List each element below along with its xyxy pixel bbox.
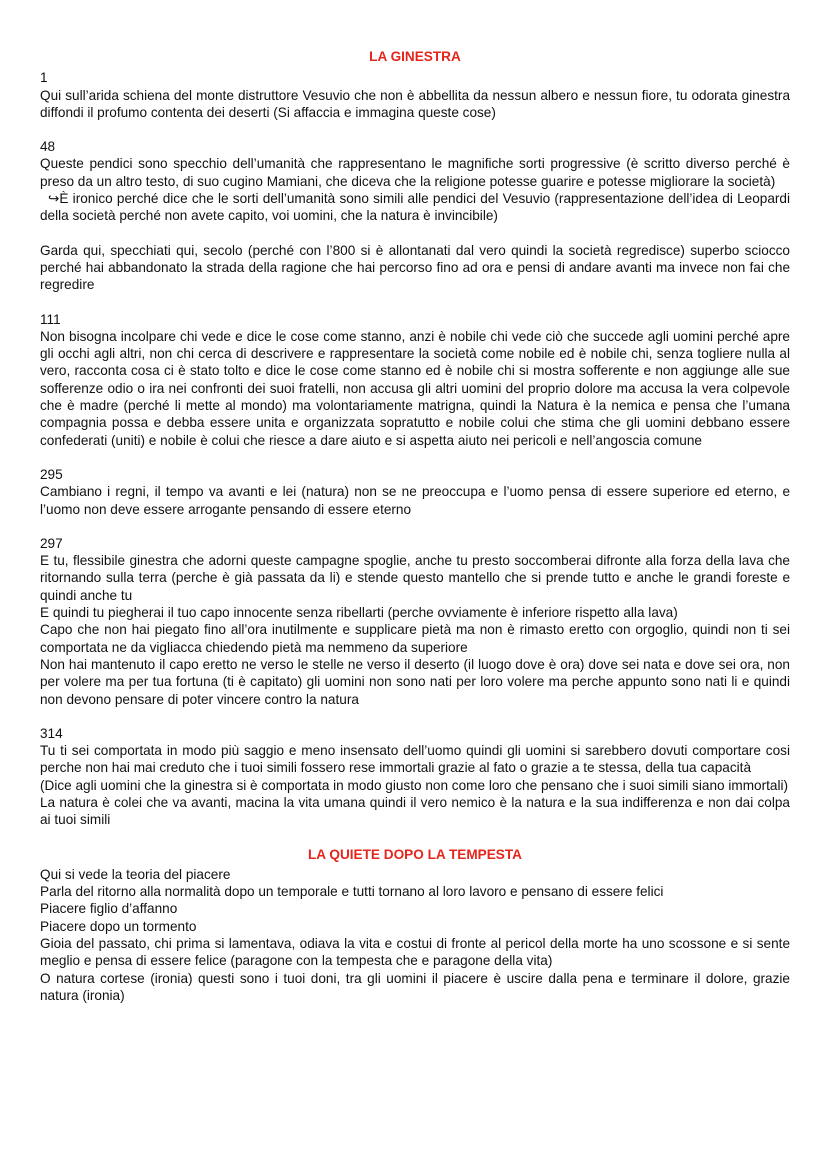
section-314 <box>40 725 790 829</box>
paragraph: Queste pendici sono specchio dell’umanità che rappresentano le magnifiche sorti progressive (è scritto diverso perché è preso da un altro testo, di suo cugino Mamiani, che diceva che la religione potesse guarire e potesse migliorare la società) <box>40 156 790 189</box>
section-111 <box>40 311 790 449</box>
section-number: 314 <box>40 725 63 741</box>
document-page <box>40 48 790 1021</box>
paragraph: Capo che non hai piegato fino all’ora inutilmente e supplicare pietà ma non è rimasto eretto con orgoglio, quindi non ti sei comportata ne da vigliacca chiedendo pietà ma nemmeno da superiore <box>40 622 790 655</box>
paragraph: E quindi tu piegherai il tuo capo innocente senza ribellarti (perche ovviamente è inferiore rispetto alla lava) <box>40 605 678 621</box>
paragraph: Garda qui, specchiati qui, secolo (perché con l’800 si è allontanati dal vero quindi la società regredisce) superbo sciocco perché hai abbandonato la strada della ragione che hai percorso fino ad ora e pensi di andare avanti ma invece non fai che regredire <box>40 242 790 293</box>
curved-arrow-icon: ↪ <box>48 191 60 207</box>
arrow-paragraph-text: È ironico perché dice che le sorti dell’umanità sono simili alle pendici del Vesuvio (rappresentazione dell’idea di Leopardi della società perché non avete capito, voi uomini, che la natura è invincibile) <box>40 191 790 224</box>
paragraph: Piacere dopo un tormento <box>40 918 197 934</box>
paragraph: Non bisogna incolpare chi vede e dice le cose come stanno, anzi è nobile chi vede ciò che succede agli uomini perché apre gli occhi agli altri, non chi cerca di descrivere e rappresentare la società come nobile ed è nobile chi, senza togliere nulla al vero, racconta cosa ci è stato tolto e dice le cose come stanno ed è nobile chi si mostra sofferente e non aggiunge alle sue sofferenze odio o ira nei confronti dei suoi fratelli, non accusa gli altri uomini del proprio dolore ma accusa la vera colpevole che è madre (perché li mette al mondo) ma volontariamente matrigna, quindi la Natura è la nemica e pensa che l’umana compagnia possa e debba essere unita e organizzata sopratutto e nobile colui che stima che gli uomini debbano essere confederati (uniti) e nobile è colui che riesce a dare aiuto e si aspetta aiuto nei pericoli e nell’angoscia comune <box>40 328 790 448</box>
paragraph: Qui sull’arida schiena del monte distruttore Vesuvio che non è abbellita da nessun albero e nessun fiore, tu odorata ginestra diffondi il profumo contenta dei deserti (Si affaccia e immagina queste cose) <box>40 87 790 120</box>
paragraph: Cambiano i regni, il tempo va avanti e lei (natura) non se ne preoccupa e l’uomo pensa di essere superiore ed eterno, e l’uomo non deve essere arrogante pensando di essere eterno <box>40 484 790 517</box>
section-number: 111 <box>40 311 61 327</box>
paragraph: Tu ti sei comportata in modo più saggio e meno insensato dell’uomo quindi gli uomini si sarebbero dovuti comportare cosi perche non hai mai creduto che i tuoi simili fossero rese immortali grazie al fato o grazie a te stessa, della tua capacità <box>40 743 790 776</box>
section-1 <box>40 69 790 121</box>
paragraph: Piacere figlio d’affanno <box>40 901 178 917</box>
section-297 <box>40 535 790 708</box>
title-la-quiete-dopo-la-tempesta: LA QUIETE DOPO LA TEMPESTA <box>308 846 522 862</box>
paragraph: Parla del ritorno alla normalità dopo un temporale e tutti tornano al loro lavoro e pensano di essere felici <box>40 884 664 900</box>
arrow-paragraph <box>40 190 790 225</box>
section-quiete <box>40 866 790 1004</box>
paragraph: Gioia del passato, chi prima si lamentava, odiava la vita e costui di fronte al pericol della morte ha uno scossone e si sente meglio e pensa di essere felice (paragone con la tempesta che e paragone della vita) <box>40 936 790 969</box>
section-number: 297 <box>40 535 63 551</box>
paragraph: Qui si vede la teoria del piacere <box>40 866 231 882</box>
section-48 <box>40 138 790 224</box>
section-295 <box>40 466 790 518</box>
paragraph: La natura è colei che va avanti, macina la vita umana quindi il vero nemico è la natura e la sua indifferenza e non dai colpa ai tuoi simili <box>40 794 790 828</box>
section-number: 1 <box>40 70 48 86</box>
section-garda-qui <box>40 242 790 294</box>
section-number: 48 <box>40 139 56 155</box>
paragraph: (Dice agli uomini che la ginestra si è comportata in modo giusto non come loro che pensano che i suoi simili siano immortali) <box>40 777 789 793</box>
paragraph: Non hai mantenuto il capo eretto ne verso le stelle ne verso il deserto (il luogo dove è ora) dove sei nata e dove sei ora, non per volere ma per tua fortuna (ti è capitato) gli uomini non sono nati per loro volere ma perche appunto sono nati li e quindi non devono pensare di poter vincere contro la natura <box>40 656 790 707</box>
paragraph: O natura cortese (ironia) questi sono i tuoi doni, tra gli uomini il piacere è uscire dalla pena e terminare il dolore, grazie natura (ironia) <box>40 970 790 1003</box>
paragraph: E tu, flessibile ginestra che adorni queste campagne spoglie, anche tu presto soccomberai difronte alla forza della lava che ritornando sulla terra (perche è già passata da li) e stende questo mantello che si prende tutto e anche le grandi foreste e quindi anche tu <box>40 553 790 603</box>
title-la-ginestra: LA GINESTRA <box>369 49 461 64</box>
section-number: 295 <box>40 466 63 482</box>
